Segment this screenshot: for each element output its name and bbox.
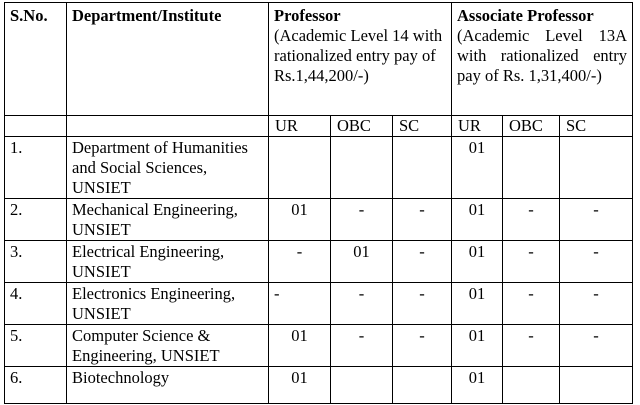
subheader-blank-dept	[67, 116, 269, 137]
row-assoc-obc: -	[503, 325, 560, 367]
row-department: Electrical Engineering, UNSIET	[67, 241, 269, 283]
professor-header	[269, 3, 452, 116]
sno-header: S.No.	[5, 3, 67, 116]
table-row	[5, 325, 633, 367]
row-prof-ur: -	[269, 241, 331, 283]
row-prof-sc: -	[393, 325, 452, 367]
table-row	[5, 137, 633, 199]
row-assoc-sc	[560, 137, 633, 199]
row-sno: 5.	[5, 325, 67, 367]
row-department: Biotechnology	[67, 367, 269, 404]
row-prof-ur: 01	[269, 325, 331, 367]
row-prof-ur: -	[269, 283, 331, 325]
row-assoc-obc: -	[503, 199, 560, 241]
row-assoc-sc: -	[560, 199, 633, 241]
professor-header-title: Professor	[274, 6, 341, 25]
table-row	[5, 367, 633, 404]
row-department: Department of Humanities and Social Sciences, UNSIET	[67, 137, 269, 199]
row-prof-obc: 01	[331, 241, 393, 283]
row-prof-ur: 01	[269, 199, 331, 241]
subheader-row	[5, 116, 633, 137]
subheader-assoc-sc: SC	[560, 116, 633, 137]
associate-professor-header	[452, 3, 633, 116]
row-prof-obc: -	[331, 325, 393, 367]
row-prof-sc: -	[393, 241, 452, 283]
row-assoc-sc: -	[560, 325, 633, 367]
row-assoc-sc: -	[560, 283, 633, 325]
row-sno: 3.	[5, 241, 67, 283]
row-assoc-sc: -	[560, 241, 633, 283]
row-department: Electronics Engineering, UNSIET	[67, 283, 269, 325]
row-assoc-ur: 01	[452, 367, 503, 404]
associate-header-title: Associate Professor	[457, 6, 594, 25]
row-prof-sc: -	[393, 199, 452, 241]
row-prof-sc	[393, 137, 452, 199]
row-sno: 6.	[5, 367, 67, 404]
row-sno: 1.	[5, 137, 67, 199]
row-assoc-obc: -	[503, 283, 560, 325]
row-prof-ur: 01	[269, 367, 331, 404]
table-row	[5, 199, 633, 241]
row-assoc-ur: 01	[452, 325, 503, 367]
row-prof-obc	[331, 137, 393, 199]
table-row	[5, 241, 633, 283]
row-assoc-obc	[503, 367, 560, 404]
row-department: Computer Science & Engineering, UNSIET	[67, 325, 269, 367]
row-assoc-ur: 01	[452, 283, 503, 325]
row-sno: 4.	[5, 283, 67, 325]
row-department: Mechanical Engineering, UNSIET	[67, 199, 269, 241]
subheader-blank-sno	[5, 116, 67, 137]
row-prof-obc	[331, 367, 393, 404]
row-prof-sc	[393, 367, 452, 404]
department-header: Department/Institute	[67, 3, 269, 116]
header-row	[5, 3, 633, 116]
vacancy-table	[4, 2, 633, 404]
row-prof-ur	[269, 137, 331, 199]
row-assoc-obc: -	[503, 241, 560, 283]
row-assoc-sc	[560, 367, 633, 404]
row-assoc-obc	[503, 137, 560, 199]
row-prof-sc: -	[393, 283, 452, 325]
row-assoc-ur: 01	[452, 241, 503, 283]
row-prof-obc: -	[331, 199, 393, 241]
subheader-assoc-obc: OBC	[503, 116, 560, 137]
associate-header-detail: (Academic Level 13A with rationalized entry pay of Rs. 1,31,400/-)	[457, 26, 627, 85]
vacancy-table-wrapper	[4, 2, 633, 404]
subheader-prof-ur: UR	[269, 116, 331, 137]
row-sno: 2.	[5, 199, 67, 241]
row-prof-obc: -	[331, 283, 393, 325]
professor-header-detail: (Academic Level 14 with rationalized entry pay of Rs.1,44,200/-)	[274, 26, 443, 85]
row-assoc-ur: 01	[452, 199, 503, 241]
subheader-prof-obc: OBC	[331, 116, 393, 137]
row-assoc-ur: 01	[452, 137, 503, 199]
subheader-prof-sc: SC	[393, 116, 452, 137]
subheader-assoc-ur: UR	[452, 116, 503, 137]
table-row	[5, 283, 633, 325]
